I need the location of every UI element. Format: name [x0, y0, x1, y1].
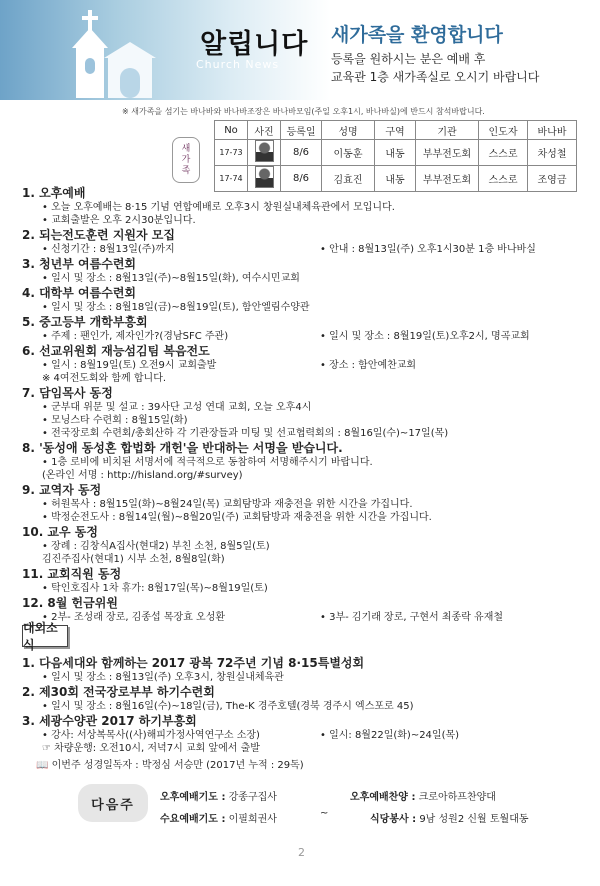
pm-choir-label: 오후예배찬양 : [350, 792, 416, 803]
announcement-title: 12. 8월 헌금위원 [22, 596, 118, 610]
announcement-text-right: • 일시 및 장소 : 8월19일(토)오후2시, 명곡교회 [320, 331, 530, 342]
announcement-text: • 군부대 위문 및 설교 : 39사단 고성 연대 교회, 오늘 오후4시 [42, 402, 312, 413]
cell-date: 8/6 [281, 166, 322, 192]
announcement-line [22, 540, 592, 553]
announcement-line [22, 729, 592, 742]
announcement-text: • 강사: 서상복목사((사)해피가정사역연구소 소장) [42, 730, 260, 741]
announcement-text: • 2부- 조성래 장로, 김종섭 목장효 오성환 [42, 612, 226, 623]
column-header: 바나바 [528, 121, 577, 140]
pm-choir-value: 크로아하프찬양대 [418, 792, 496, 803]
cell-photo [248, 140, 281, 166]
cell-guide: 스스로 [479, 166, 528, 192]
announcement-title: 7. 담임목사 동정 [22, 386, 113, 400]
announcement-item [22, 440, 592, 482]
announcement-line [22, 201, 592, 214]
bible-reader-line: 📖 이번주 성경일독자 : 박정심 서승만 (2017년 누적 : 29독) [36, 760, 304, 771]
announcement-item [22, 227, 592, 256]
announcement-text: • 오늘 오후예배는 8·15 기념 연합예배로 오후3시 창원실내체육관에서 모입니다. [42, 202, 395, 213]
announcement-line [22, 671, 592, 684]
pm-prayer-label: 오후예배기도 : [160, 792, 226, 803]
pm-prayer-value: 강종구집사 [228, 792, 277, 803]
wed-prayer-value: 이필희권사 [228, 814, 277, 825]
announcement-item [22, 343, 592, 385]
announcement-text-right: • 3부- 김기래 장로, 구현서 최종락 유재철 [320, 612, 504, 623]
table-header-row [215, 121, 577, 140]
announcement-text: 김진주집사(현대1) 시부 소천, 8월8일(화) [42, 554, 225, 565]
announcement-item [22, 595, 592, 624]
announcement-title: 1. 오후예배 [22, 186, 86, 200]
announcement-text: • 주제 : 팬인가, 제자인가?(경남SFC 주관) [42, 331, 229, 342]
cell-org: 부부전도회 [416, 140, 479, 166]
announcement-line [22, 414, 592, 427]
cell-barnabas: 조영금 [528, 166, 577, 192]
header [0, 0, 600, 100]
announcement-item [22, 314, 592, 343]
pm-prayer-line [160, 788, 277, 803]
tilde-mark: ~ [320, 808, 329, 819]
announcement-line [22, 456, 592, 469]
announcement-item [22, 482, 592, 524]
announcement-text: • 신청기간 : 8월13일(주)까지 [42, 244, 175, 255]
announcement-text-right: • 일시: 8월22일(화)~24일(목) [320, 730, 460, 741]
announcement-text: • 탁인호집사 1차 휴가: 8월17일(목)~8월19일(토) [42, 583, 268, 594]
announcement-title: 6. 선교위원회 재능섬김팀 복음전도 [22, 344, 210, 358]
announcement-title: 3. 청년부 여름수련회 [22, 257, 137, 271]
cell-no: 17-73 [215, 140, 248, 166]
announcement-item [22, 185, 592, 227]
announcement-title: 10. 교우 동정 [22, 525, 98, 539]
cell-guide: 스스로 [479, 140, 528, 166]
church-icon [50, 8, 170, 98]
announcement-line [22, 511, 592, 524]
announcement-text: • 1층 로비에 비치된 서명서에 적극적으로 동참하여 서명해주시기 바랍니다. [42, 457, 373, 468]
announcement-line [22, 372, 592, 385]
announcement-item [22, 655, 592, 684]
announcement-title: 2. 되는전도훈련 지원자 모집 [22, 228, 175, 242]
announcement-text: • 일시 및 장소 : 8월18일(금)~8월19일(토), 함안엘림수양관 [42, 302, 310, 313]
meal-value: 9남 성원2 신월 토월대동 [419, 814, 529, 825]
announcement-text: • 허원목사 : 8월15일(화)~8월24일(목) 교회탐방과 재충전을 위한 시간을 가집니다. [42, 499, 413, 510]
page-number: 2 [298, 846, 305, 859]
announcement-text: • 일시 및 장소 : 8월16일(수)~18일(금), The-K 경주호텔(경북 경주시 엑스포로 45) [42, 701, 414, 712]
announcement-line [22, 243, 592, 256]
announcement-line [22, 498, 592, 511]
announcement-title: 11. 교회직원 동정 [22, 567, 122, 581]
announcement-title: 5. 중고등부 개학부흥회 [22, 315, 148, 329]
announcement-text: • 모닝스타 수련회 : 8월15일(화) [42, 415, 188, 426]
column-header: 성명 [322, 121, 375, 140]
wed-prayer-label: 수요예배기도 : [160, 814, 226, 825]
announcement-line [22, 272, 592, 285]
photo-image [255, 140, 274, 162]
announcement-text-right: • 장소 : 함안예찬교회 [320, 360, 417, 371]
announcement-line [22, 427, 592, 440]
announcement-item [22, 285, 592, 314]
announcement-line [22, 700, 592, 713]
announcement-title: 1. 다음세대와 함께하는 2017 광복 72주년 기념 8·15특별성회 [22, 656, 365, 670]
announcement-title: 3. 세광수양관 2017 하기부흥회 [22, 714, 197, 728]
cell-date: 8/6 [281, 140, 322, 166]
barnabas-notice: ※ 새가족을 섬기는 바나바와 바나바조장은 바나바모임(주일 오후1시, 바나바실)에 반드시 참석바랍니다. [122, 107, 485, 116]
announcement-item [22, 566, 592, 595]
announcement-title: 2. 제30회 전국장로부부 하기수련회 [22, 685, 215, 699]
announcement-text: • 일시 및 장소 : 8월13일(주) 오후3시, 창원실내체육관 [42, 672, 284, 683]
column-header: 인도자 [479, 121, 528, 140]
page-title: 알립니다 [200, 29, 309, 60]
announcement-list [22, 185, 592, 624]
welcome-line-1: 등록을 원하시는 분은 예배 후 [331, 52, 486, 66]
announcement-line [22, 359, 592, 372]
announcement-line [22, 742, 592, 755]
new-family-label-char: 가 [181, 154, 191, 165]
meal-line [370, 810, 529, 825]
column-header: 구역 [375, 121, 416, 140]
welcome-line-2: 교육관 1층 새가족실로 오시기 바랍니다 [331, 70, 540, 84]
column-header: 등록일 [281, 121, 322, 140]
column-header: No [215, 121, 248, 140]
announcement-text: • 전국장로회 수련회/총회산하 각 기관장들과 미팅 및 선교협력회의 : 8월16일(수)~17일(목) [42, 428, 449, 439]
announcement-text: • 일시 : 8월19일(토) 오전9시 교회출발 [42, 360, 217, 371]
announcement-line [22, 401, 592, 414]
new-family-label [172, 137, 200, 183]
announcement-title: 9. 교역자 동정 [22, 483, 102, 497]
cell-no: 17-74 [215, 166, 248, 192]
pm-choir-line [350, 788, 496, 803]
cell-name: 이동훈 [322, 140, 375, 166]
announcement-title: 4. 대학부 여름수련회 [22, 286, 137, 300]
column-header: 기관 [416, 121, 479, 140]
cell-district: 내동 [375, 140, 416, 166]
announcement-item [22, 524, 592, 566]
announcement-item [22, 256, 592, 285]
announcement-text: ☞ 차량운행: 오전10시, 저녁7시 교회 앞에서 출발 [42, 743, 260, 754]
announcement-text: • 박정순전도사 : 8월14일(월)~8월20일(주) 교회탐방과 재충전을 위한 시간을 가집니다. [42, 512, 432, 523]
announcement-line [22, 582, 592, 595]
page-subtitle: Church News [196, 58, 280, 71]
column-header: 사진 [248, 121, 281, 140]
external-news-label: 대외소식 [22, 625, 68, 647]
new-family-label-char: 새 [181, 143, 191, 154]
announcement-item [22, 713, 592, 755]
announcement-line [22, 214, 592, 227]
announcement-text: • 교회출발은 오후 2시30분입니다. [42, 215, 196, 226]
announcement-line [22, 611, 592, 624]
announcement-title: 8. '동성애 동성혼 합법화 개헌'을 반대하는 서명을 받습니다. [22, 441, 343, 455]
cell-org: 부부전도회 [416, 166, 479, 192]
wed-prayer-line [160, 810, 277, 825]
announcement-text: • 일시 및 장소 : 8월13일(주)~8월15일(화), 여수시민교회 [42, 273, 300, 284]
next-week-footer [70, 778, 570, 828]
announcement-item [22, 684, 592, 713]
cell-district: 내동 [375, 166, 416, 192]
new-family-table [214, 120, 577, 192]
announcement-text: • 장례 : 김창식A집사(현대2) 부친 소천, 8월5일(토) [42, 541, 270, 552]
announcement-line [22, 469, 592, 482]
announcement-text: (온라인 서명 : http://hisland.org/#survey) [42, 470, 243, 481]
announcement-text-right: • 안내 : 8월13일(주) 오후1시30분 1층 바나바실 [320, 244, 536, 255]
cell-barnabas: 차성철 [528, 140, 577, 166]
announcement-item [22, 385, 592, 440]
meal-label: 식당봉사 : [370, 814, 417, 825]
announcement-line [22, 330, 592, 343]
welcome-title: 새가족을 환영합니다 [331, 24, 503, 46]
external-news-list [22, 655, 592, 755]
new-family-label-char: 족 [181, 165, 191, 176]
announcement-text: ※ 4여전도회와 함께 합니다. [42, 373, 167, 384]
table-row [215, 140, 577, 166]
announcement-line [22, 301, 592, 314]
next-week-label: 다음주 [78, 784, 148, 822]
announcement-line [22, 553, 592, 566]
cell-name: 김효진 [322, 166, 375, 192]
